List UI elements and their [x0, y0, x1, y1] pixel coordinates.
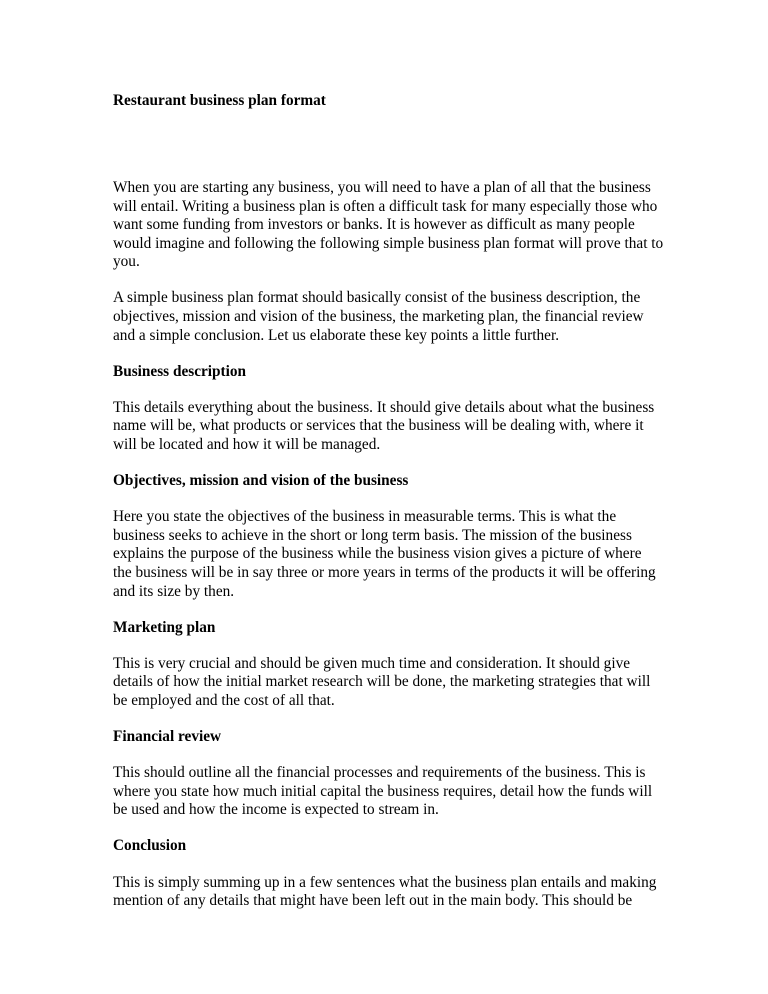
objectives-paragraph [113, 508, 673, 601]
overview-paragraph [113, 289, 673, 345]
text-line: Here you state the objectives of the business in measurable terms. This is what the [113, 508, 617, 526]
text-line: details of how the initial market research will be done, the marketing strategies that will [113, 673, 651, 691]
section-heading-marketing-plan: Marketing plan [113, 618, 216, 636]
text-line: objectives, mission and vision of the business, the marketing plan, the financial review [113, 308, 644, 326]
text-line: be used and how the income is expected to stream in. [113, 801, 439, 819]
text-line: you. [113, 253, 140, 271]
text-line: This should outline all the financial processes and requirements of the business. This is [113, 764, 646, 782]
section-heading-objectives: Objectives, mission and vision of the business [113, 472, 409, 490]
business-description-paragraph [113, 399, 673, 455]
section-heading-financial-review: Financial review [113, 728, 222, 746]
text-line: When you are starting any business, you will need to have a plan of all that the business [113, 179, 651, 196]
text-line: and a simple conclusion. Let us elaborate these key points a little further. [113, 326, 560, 344]
text-line: explains the purpose of the business while the business vision gives a picture of where [113, 545, 642, 563]
document-body [113, 179, 673, 928]
text-line: will be located and how it will be managed. [113, 436, 381, 454]
text-line: A simple business plan format should basically consist of the business description, the [113, 289, 641, 307]
text-line: and its size by then. [113, 582, 235, 600]
text-line: be employed and the cost of all that. [113, 691, 335, 709]
section-heading-conclusion: Conclusion [113, 837, 187, 855]
text-line: This is simply summing up in a few sentences what the business plan entails and making [113, 873, 657, 891]
document-title: Restaurant business plan format [113, 92, 326, 109]
text-line: would imagine and following the following simple business plan format will prove that to [113, 234, 664, 252]
text-line: mention of any details that might have been left out in the main body. This should be [113, 892, 633, 910]
text-line: This details everything about the business. It should give details about what the business [113, 398, 655, 416]
financial-review-paragraph [113, 764, 673, 820]
text-line: where you state how much initial capital the business requires, detail how the funds will [113, 782, 653, 800]
marketing-plan-paragraph [113, 655, 673, 711]
conclusion-paragraph [113, 874, 673, 911]
text-line: will entail. Writing a business plan is often a difficult task for many especially those who [113, 197, 658, 215]
text-line: name will be, what products or services that the business will be dealing with, where it [113, 417, 644, 435]
text-line: This is very crucial and should be given much time and consideration. It should give [113, 654, 631, 672]
intro-paragraph [113, 179, 673, 272]
text-line: business seeks to achieve in the short or long term basis. The mission of the business [113, 526, 632, 544]
text-line: want some funding from investors or banks. It is however as difficult as many people [113, 216, 635, 234]
text-line: the business will be in say three or more years in terms of the products it will be offering [113, 564, 656, 581]
section-heading-business-description: Business description [113, 362, 247, 380]
